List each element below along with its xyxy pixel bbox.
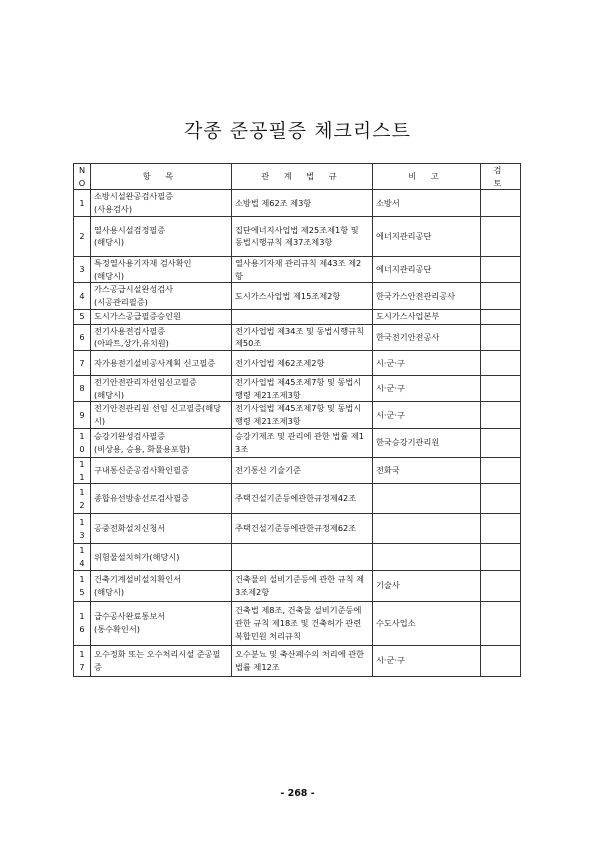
row-item: 전기안전관리원 선임 신고필증(해당시) bbox=[91, 402, 232, 428]
table-row bbox=[74, 428, 521, 457]
table-row bbox=[74, 402, 521, 428]
row-review bbox=[481, 544, 521, 570]
row-item: 공중전화설치신청서 bbox=[91, 514, 232, 544]
checklist-table bbox=[73, 163, 521, 677]
row-item: 위험물설치허가(해당시) bbox=[91, 544, 232, 570]
header-review: 검 토 bbox=[481, 164, 521, 190]
row-note: 기술사 bbox=[373, 570, 481, 601]
row-note: 소방서 bbox=[373, 190, 481, 216]
table-row bbox=[74, 484, 521, 514]
row-note bbox=[373, 544, 481, 570]
row-item: 소방시설완공검사필증 (사용검사) bbox=[91, 190, 232, 216]
row-review bbox=[481, 601, 521, 645]
table-row bbox=[74, 645, 521, 676]
row-note: 시·군·구 bbox=[373, 376, 481, 402]
row-review bbox=[481, 645, 521, 676]
row-item: 오수정화 또는 오수처리시설 준공필증 bbox=[91, 645, 232, 676]
row-note: 도시가스사업본부 bbox=[373, 309, 481, 324]
table-row bbox=[74, 324, 521, 350]
row-number: 8 bbox=[74, 376, 91, 402]
row-number: 5 bbox=[74, 309, 91, 324]
header-no: NO bbox=[74, 164, 91, 190]
row-number: 13 bbox=[74, 514, 91, 544]
table-row bbox=[74, 283, 521, 309]
header-note: 비 고 bbox=[373, 164, 481, 190]
row-number: 15 bbox=[74, 570, 91, 601]
row-item: 건축기계설비설치확인서 (해당시) bbox=[91, 570, 232, 601]
row-law: 주택건설기준등에관한규정제42조 bbox=[232, 484, 373, 514]
row-number: 4 bbox=[74, 283, 91, 309]
table-row bbox=[74, 514, 521, 544]
page-title: 각종 준공필증 체크리스트 bbox=[184, 120, 411, 142]
row-law: 전기사업법 제45조제7항 및 동법시행령 제21조제3항 bbox=[232, 402, 373, 428]
row-item: 도시가스공급필증승인원 bbox=[91, 309, 232, 324]
row-law: 전기사업법 제34조 및 동법시행규칙 제50조 bbox=[232, 324, 373, 350]
row-number: 16 bbox=[74, 601, 91, 645]
page-number: - 268 - bbox=[280, 788, 315, 799]
table-row bbox=[74, 457, 521, 483]
row-law: 건축물의 설비기준등에 관한 규칙 제3조제2항 bbox=[232, 570, 373, 601]
row-law: 건축법 제8조, 건축물 설비기준등에 관한 규칙 제18조 및 건축허가 관련 복합민원 처리규칙 bbox=[232, 601, 373, 645]
row-review bbox=[481, 190, 521, 216]
table-row bbox=[74, 256, 521, 282]
row-note bbox=[373, 514, 481, 544]
table-row bbox=[74, 601, 521, 645]
row-note bbox=[373, 484, 481, 514]
header-law: 관 계 법 규 bbox=[232, 164, 373, 190]
row-law: 오수분뇨 및 축산폐수의 처리에 관한 법률 제12조 bbox=[232, 645, 373, 676]
row-law: 전기통신 기술기준 bbox=[232, 457, 373, 483]
row-law: 도시가스사업법 제15조제2항 bbox=[232, 283, 373, 309]
row-note: 에너지관리공단 bbox=[373, 216, 481, 256]
row-note: 한국승강기관리원 bbox=[373, 428, 481, 457]
row-note: 시·군·구 bbox=[373, 645, 481, 676]
row-note: 에너지관리공단 bbox=[373, 256, 481, 282]
row-item: 자가용전기설비공사계획 신고필증 bbox=[91, 351, 232, 376]
row-note: 수도사업소 bbox=[373, 601, 481, 645]
row-number: 7 bbox=[74, 351, 91, 376]
row-item: 가스공급시설완성검사 (시공관리필증) bbox=[91, 283, 232, 309]
header-item: 항 목 bbox=[91, 164, 232, 190]
row-review bbox=[481, 309, 521, 324]
row-item: 구내통신준공검사확인필증 bbox=[91, 457, 232, 483]
row-number: 10 bbox=[74, 428, 91, 457]
table-row bbox=[74, 309, 521, 324]
row-law: 열사용기자재 관리규칙 제43조 제2항 bbox=[232, 256, 373, 282]
table-row bbox=[74, 190, 521, 216]
row-review bbox=[481, 216, 521, 256]
row-review bbox=[481, 514, 521, 544]
row-note: 한국가스안전관리공사 bbox=[373, 283, 481, 309]
row-number: 2 bbox=[74, 216, 91, 256]
row-number: 6 bbox=[74, 324, 91, 350]
row-number: 14 bbox=[74, 544, 91, 570]
table-row bbox=[74, 544, 521, 570]
row-item: 열사용시설검정필증 (해당시) bbox=[91, 216, 232, 256]
row-number: 12 bbox=[74, 484, 91, 514]
row-review bbox=[481, 457, 521, 483]
row-review bbox=[481, 283, 521, 309]
table-row bbox=[74, 376, 521, 402]
row-item: 전기사용전검사필증 (아파트,상가,유치원) bbox=[91, 324, 232, 350]
table-row bbox=[74, 351, 521, 376]
row-law bbox=[232, 309, 373, 324]
row-note: 시·군·구 bbox=[373, 402, 481, 428]
row-review bbox=[481, 324, 521, 350]
row-law bbox=[232, 544, 373, 570]
row-number: 1 bbox=[74, 190, 91, 216]
row-law: 주택건설기준등에관한규정제62조 bbox=[232, 514, 373, 544]
table-row bbox=[74, 570, 521, 601]
row-review bbox=[481, 484, 521, 514]
row-note: 전화국 bbox=[373, 457, 481, 483]
row-note: 한국전기안전공사 bbox=[373, 324, 481, 350]
row-law: 전기사업법 제45조제7항 및 동법시행령 제21조제3항 bbox=[232, 376, 373, 402]
row-law: 승강기제조 및 관리에 관한 법률 제13조 bbox=[232, 428, 373, 457]
row-law: 소방법 제62조 제3항 bbox=[232, 190, 373, 216]
row-number: 11 bbox=[74, 457, 91, 483]
row-item: 급수공사완료통보서 (통수확인서) bbox=[91, 601, 232, 645]
row-review bbox=[481, 570, 521, 601]
row-law: 집단에너지사업법 제25조제1항 및 동법시행규칙 제37조제3항 bbox=[232, 216, 373, 256]
row-review bbox=[481, 256, 521, 282]
row-review bbox=[481, 428, 521, 457]
row-review bbox=[481, 351, 521, 376]
row-number: 3 bbox=[74, 256, 91, 282]
table-header-row bbox=[74, 164, 521, 190]
row-item: 특정열사용기자재 검사확인 (해당시) bbox=[91, 256, 232, 282]
row-item: 승강기완성검사필증 (비상용, 승용, 화물용포함) bbox=[91, 428, 232, 457]
row-number: 9 bbox=[74, 402, 91, 428]
row-item: 전기안전관리자선임신고필증 (해당시) bbox=[91, 376, 232, 402]
row-note: 시·군·구 bbox=[373, 351, 481, 376]
row-review bbox=[481, 402, 521, 428]
row-item: 종합유선방송선로검사필증 bbox=[91, 484, 232, 514]
table-row bbox=[74, 216, 521, 256]
row-number: 17 bbox=[74, 645, 91, 676]
row-review bbox=[481, 376, 521, 402]
row-law: 전기사업법 제62조제2항 bbox=[232, 351, 373, 376]
